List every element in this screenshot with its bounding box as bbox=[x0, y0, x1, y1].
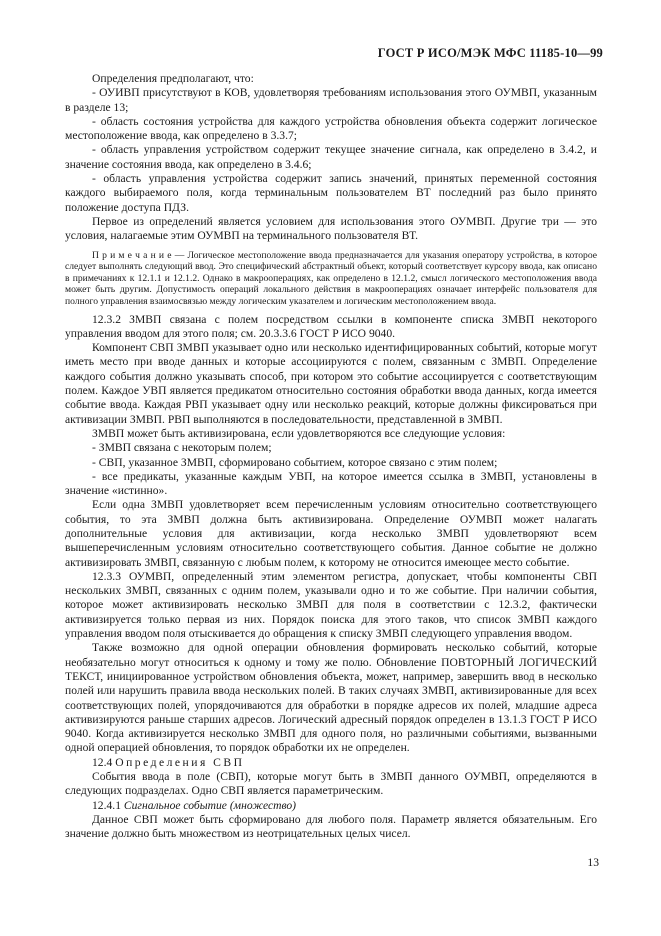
paragraph: Компонент СВП ЗМВП указывает одно или несколько идентифицированных событий, которые могут иметь место при вводе данных и которые ассоциируются с полем, связанным с ЗМВП. Определение каждого события должно указывать способ, при котором это событие ассоциируется с соответствующим полем. Каждое УВП является предикатом относительно состояния обработки ввода данных, когда имеется событие ввода. Каждая РВП указывает одну или несколько реакций, которые должны фиксироваться при активизации ЗМВП. РВП выполняются в последовательности, представленной в ЗМВП. bbox=[65, 341, 597, 426]
paragraph: Также возможно для одной операции обновления формировать несколько событий, которые необязательно могут относиться к одному и тому же полю. Обновление ПОВТОРНЫЙ ЛОГИЧЕСКИЙ ТЕКСТ, инициированное устройством обновления объекта, может, например, завершить ввод в несколько полей или нарушить правила ввода нескольких полей. В таких случаях ЗМВП, активизированные для всех соответствующих полей, упорядочиваются для обработки в порядке адресов их полей, младшие адреса активизируются раньше старших адресов. Логический адресный порядок определен в 13.1.3 ГОСТ Р ИСО 9040. Когда активизируется несколько ЗМВП для одного поля, но различными событиями, вызванными одной операцией обновления, то порядок обработки их не определен. bbox=[65, 641, 597, 755]
subsection-title: Сигнальное событие (множество) bbox=[123, 798, 297, 812]
paragraph: События ввода в поле (СВП), которые могут быть в ЗМВП данного ОУМВП, определяются в следующих подразделах. Одно СВП является параметрическим. bbox=[65, 770, 597, 798]
paragraph: Данное СВП может быть сформировано для любого поля. Параметр является обязательным. Его значение должно быть множеством из неотрицательных целых чисел. bbox=[65, 812, 597, 841]
section-title: Определения СВП bbox=[115, 755, 245, 769]
note-text: Логическое местоположение ввода предназначается для указания оператору устройства, в которое следует выполнять следующий ввод. Это специфический абстрактный объект, который соответствует курсору ввода, как описано в примечаниях к 12.1.1 и 12.1.2. Однако в макрооперациях, как определено в 12.1.2, смысл логического местоположения ввода может быть другим. Допустимость операций локального действия в макрооперациях означает интерфейс пользователя для полного управления взаимосвязью между логическим указателем и логическим местоположением ввода. bbox=[65, 249, 597, 307]
list-item: - область управления устройством содержит текущее значение сигнала, как определено в 3.4.2, и значение состояния ввода, как определено в 3.4.6; bbox=[65, 143, 597, 171]
paragraph: Определения предполагают, что: bbox=[92, 72, 254, 85]
list-item: - область состояния устройства для каждого устройства обновления объекта содержит логическое местоположение ввода, как определено в 3.3.7; bbox=[65, 114, 597, 143]
section-heading bbox=[65, 756, 597, 770]
list-item: - область управления устройства содержит запись значений, принятых переменной состояния каждого выбираемого поля, когда терминальным пользователем ВТ последний раз было принято положение доступа ПДЗ. bbox=[65, 172, 597, 214]
paragraph: ЗМВП может быть активизирована, если удовлетворяются все следующие условия: bbox=[92, 426, 506, 440]
subsection-heading bbox=[65, 799, 597, 813]
list-item: - ЗМВП связана с некоторым полем; bbox=[92, 441, 272, 455]
section-number: 12.4 bbox=[92, 755, 113, 769]
list-item: - СВП, указанное ЗМВП, сформировано событием, которое связано с этим полем; bbox=[92, 455, 498, 469]
note bbox=[65, 250, 597, 308]
page-header-standard-title: ГОСТ Р ИСО/МЭК МФС 11185-10—99 bbox=[377, 46, 603, 60]
paragraph: Первое из определений является условием для использования этого ОУМВП. Другие три — это условия, налагаемые этим ОУМВП на терминального пользователя ВТ. bbox=[65, 214, 597, 243]
subsection-number: 12.4.1 bbox=[92, 798, 121, 812]
list-item: - ОУИВП присутствуют в КОВ, удовлетворяя требованиям использования этого ОУМВП, указанным в разделе 13; bbox=[65, 86, 597, 114]
page-number: 13 bbox=[587, 856, 599, 869]
document-body bbox=[65, 72, 597, 842]
paragraph: Если одна ЗМВП удовлетворяет всем перечисленным условиям относительно соответствующего события, то эта ЗМВП должна быть активизирована. Определение ОУМВП может налагать дополнительные условия для активизации, когда несколько ЗМВП удовлетворяют всем вышеперечисленным условиям относительно соответствующего события. Данное событие не должно активизировать ЗМВП, связанную с любым полем, к которому не относится имеющее место событие. bbox=[65, 498, 597, 569]
note-label: П р и м е ч а н и е — bbox=[92, 249, 185, 261]
list-item: - все предикаты, указанные каждым УВП, на которое имеется ссылка в ЗМВП, установлены в значение «истинно». bbox=[65, 469, 597, 498]
paragraph: 12.3.2 ЗМВП связана с полем посредством ссылки в компоненте списка ЗМВП некоторого управления вводом для этого поля; см. 20.3.3.6 ГОСТ Р ИСО 9040. bbox=[65, 312, 597, 340]
paragraph: 12.3.3 ОУМВП, определенный этим элементом регистра, допускает, чтобы компоненты СВП нескольких ЗМВП, связанных с одним полем, указывали одно и то же событие. При наличии события, которое может активизировать несколько ЗМВП для поля в соответствии с 12.3.2, фактически активизируется только первая из них. Порядок поиска для этого таков, что список ЗМВП каждого управления вводом поля отыскивается до обращения к списку ЗМВП следующего управления вводом. bbox=[65, 569, 597, 641]
